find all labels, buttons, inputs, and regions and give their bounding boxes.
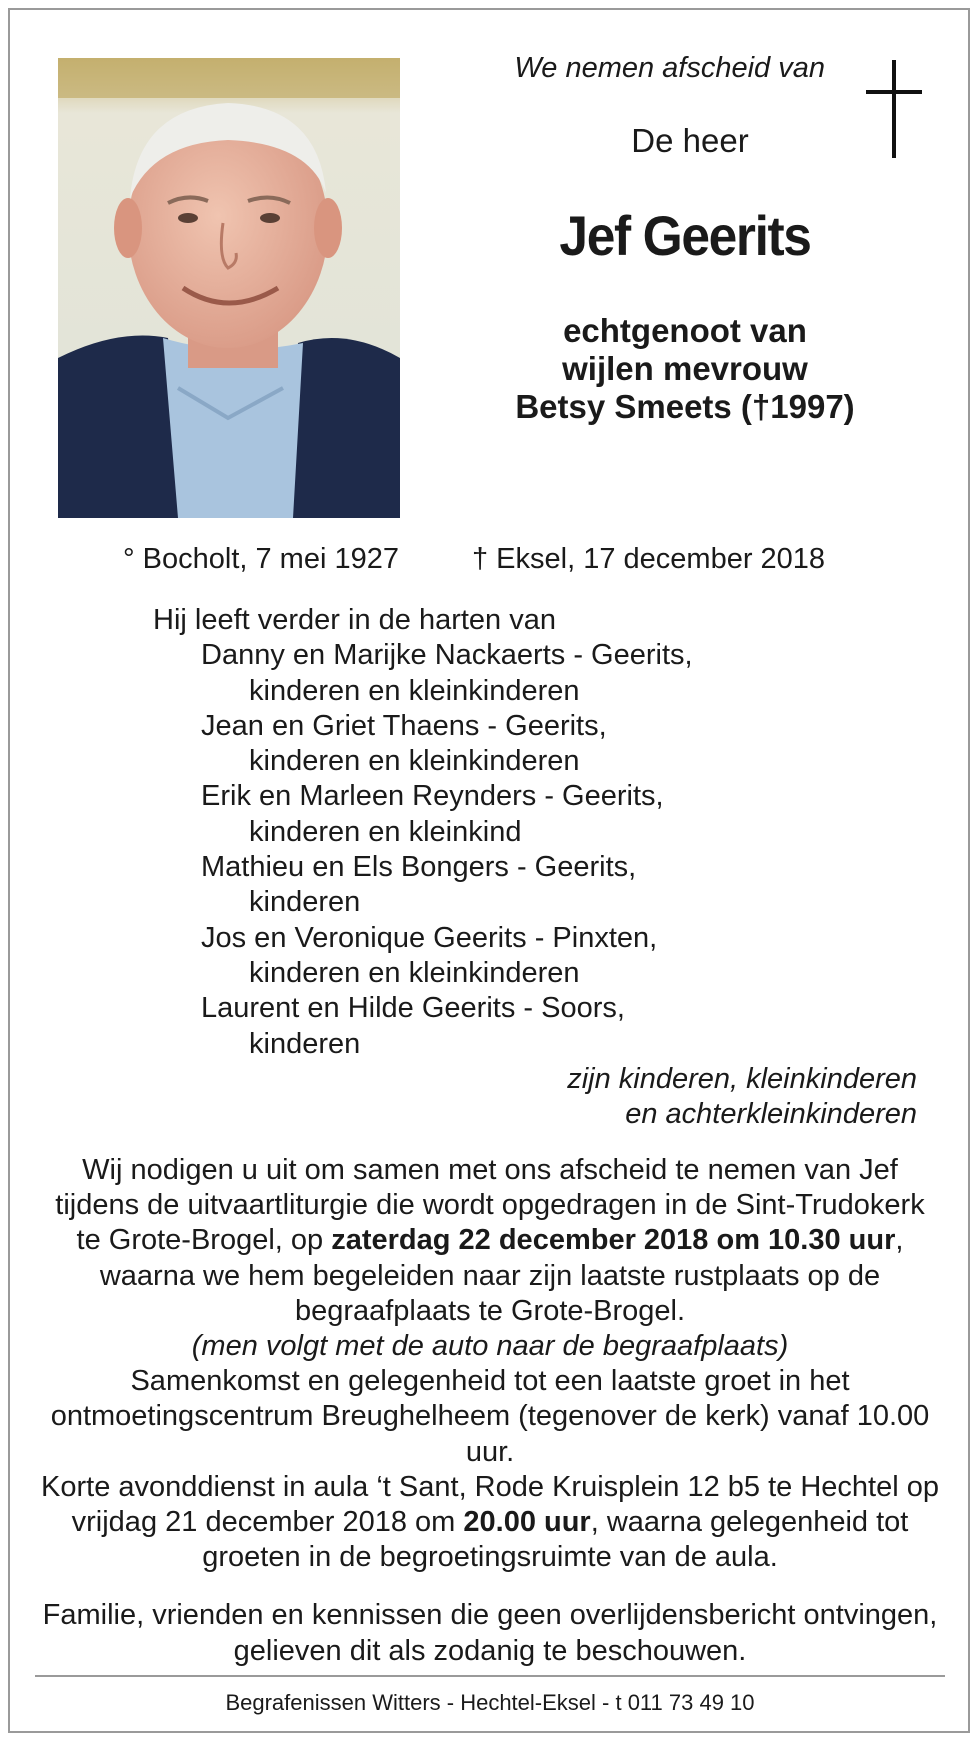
footer-divider [35, 1675, 945, 1677]
funeral-home-footer: Begrafenissen Witters - Hechtel-Eksel - t 011 73 49 10 [225, 1690, 755, 1715]
funeral-datetime: zaterdag 22 december 2018 om 10.30 uur [331, 1224, 896, 1257]
family-couple: Erik en Marleen Reynders - Geerits, [201, 780, 664, 813]
evening-service-text-end: , waarna gelegenheid tot groeten in de begroetingsruimte van de aula. [202, 1506, 909, 1574]
gathering-text: Samenkomst en gelegenheid tot een laatste groet in het ontmoetingscentrum Breughelheem (tegenover de kerk) vanaf 10.00 uur. [50, 1365, 930, 1468]
family-relation: kinderen en kleinkinderen [249, 956, 580, 989]
invitation-note: (men volgt met de auto naar de begraafplaats) [191, 1330, 789, 1363]
notice-text: Familie, vrienden en kennissen die geen overlijdensbericht ontvingen, gelieven dit als zodanig te beschouwen. [42, 1599, 938, 1667]
family-couple: Jos en Veronique Geerits - Pinxten, [201, 921, 658, 954]
spouse-line: Betsy Smeets (†1997) [515, 388, 855, 425]
family-relation: kinderen en kleinkinderen [249, 745, 580, 778]
spouse-block [455, 312, 915, 426]
family-relation: kinderen [249, 1027, 361, 1060]
evening-service-text: Korte avonddienst in aula ‘t Sant, Rode Kruisplein 12 b5 te Hechtel op vrijdag 21 december 2018 om [41, 1470, 939, 1539]
family-relation: kinderen en kleinkinderen [249, 674, 580, 707]
family-relation: kinderen [249, 886, 361, 919]
family-heading: Hij leeft verder in de harten van [153, 604, 556, 636]
funeral-invitation [40, 1153, 940, 1575]
intro-text: We nemen afscheid van [514, 52, 825, 84]
family-couple: Danny en Marijke Nackaerts - Geerits, [201, 639, 693, 672]
invitation-text: Wij nodigen u uit om samen met ons afscheid te nemen van Jef tijdens de uitvaartliturgie die wordt opgedragen in de Sint-Trudokerk te Grote-Brogel, op [55, 1154, 925, 1257]
family-closing [567, 1062, 917, 1132]
family-couple: Laurent en Hilde Geerits - Soors, [201, 992, 625, 1025]
deceased-name: Jef Geerits [559, 204, 811, 267]
closing-line: zijn kinderen, kleinkinderen [567, 1063, 917, 1095]
invitation-text-end: , waarna we hem begeleiden naar zijn laatste rustplaats op de begraafplaats te Grote-Brogel. [99, 1224, 904, 1327]
portrait-photo [58, 58, 400, 518]
family-list [153, 603, 693, 1062]
birth-date: ° Bocholt, 7 mei 1927 [123, 543, 399, 575]
spouse-line: echtgenoot van [563, 312, 807, 349]
title-text: De heer [631, 122, 749, 159]
closing-line: en achterkleinkinderen [625, 1098, 917, 1130]
family-couple: Jean en Griet Thaens - Geerits, [201, 709, 607, 742]
death-date: † Eksel, 17 december 2018 [472, 543, 826, 575]
spouse-line: wijlen mevrouw [562, 350, 808, 387]
family-relation: kinderen en kleinkind [249, 815, 522, 848]
family-couple: Mathieu en Els Bongers - Geerits, [201, 851, 637, 884]
evening-service-time: 20.00 uur [463, 1506, 591, 1539]
